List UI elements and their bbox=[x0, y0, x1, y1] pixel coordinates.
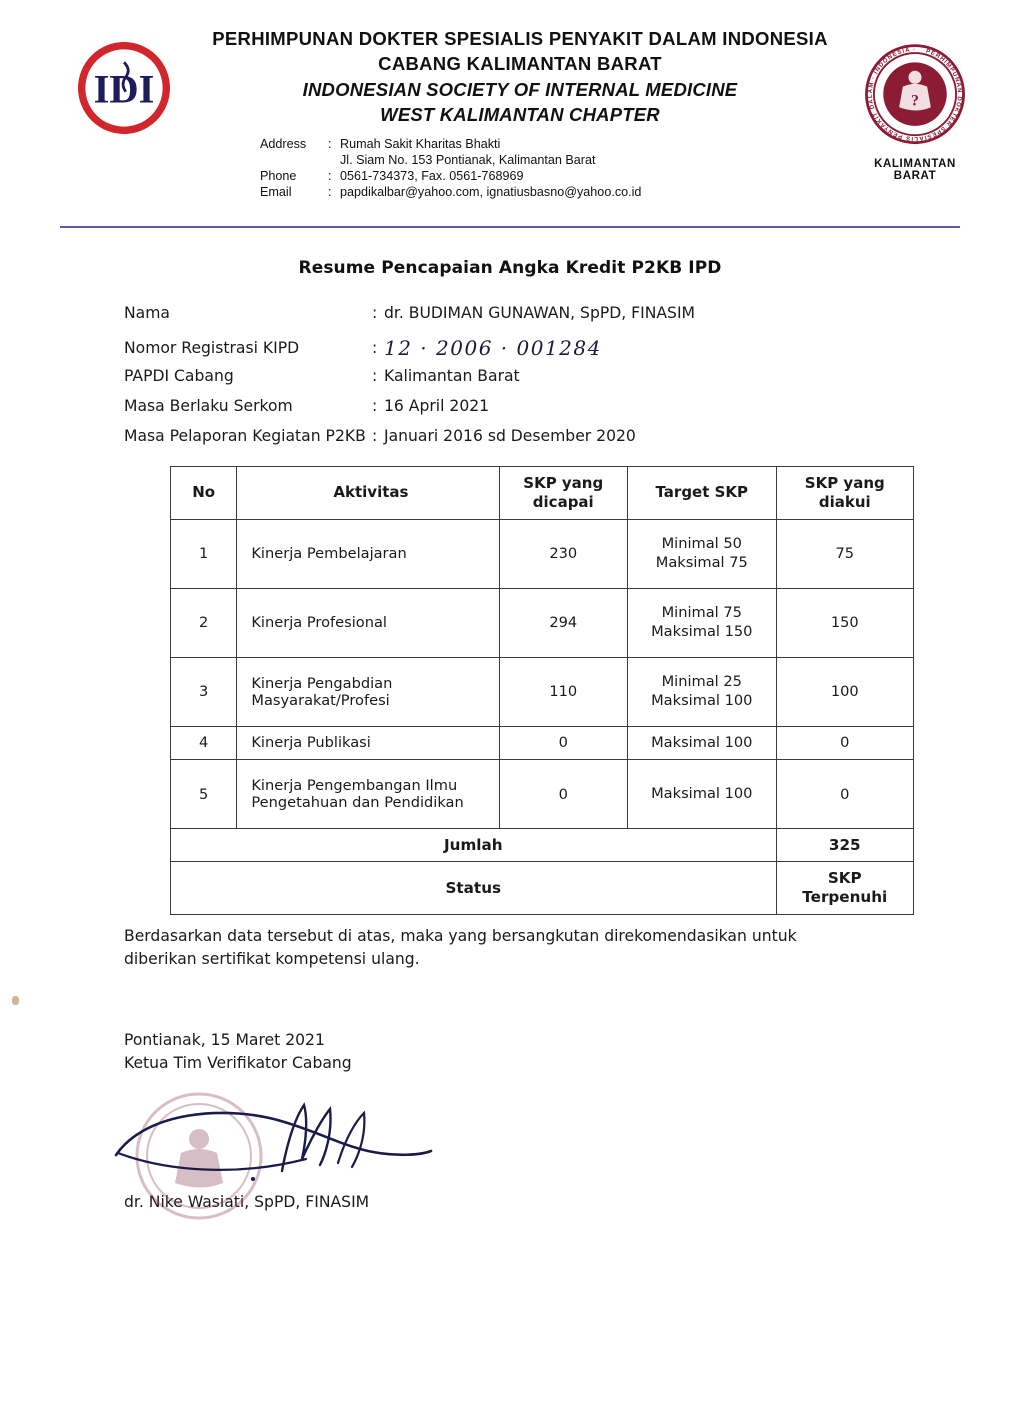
field-colon: : bbox=[372, 304, 378, 322]
table-header-row bbox=[171, 467, 914, 520]
svg-text:?: ? bbox=[911, 92, 919, 110]
cell-no: 3 bbox=[171, 657, 237, 726]
field-row-masa-pelaporan bbox=[124, 427, 958, 448]
table-row-jumlah bbox=[171, 829, 914, 862]
cell-no: 1 bbox=[171, 519, 237, 588]
contact-value: Rumah Sakit Kharitas Bhakti bbox=[340, 137, 501, 151]
cell-target bbox=[628, 657, 777, 726]
field-value-nomor-registrasi: 12 · 2006 · 001284 bbox=[384, 336, 602, 360]
field-row-papdi-cabang bbox=[124, 367, 958, 388]
field-value-papdi-cabang: Kalimantan Barat bbox=[384, 367, 520, 385]
cell-target bbox=[628, 519, 777, 588]
identity-fields bbox=[124, 304, 958, 448]
cell-target-line2: Maksimal 100 bbox=[651, 691, 753, 709]
contact-value: 0561-734373, Fax. 0561-768969 bbox=[340, 169, 524, 184]
cell-no: 4 bbox=[171, 726, 237, 760]
cell-target: Maksimal 100 bbox=[628, 760, 777, 829]
jumlah-label: Jumlah bbox=[171, 829, 777, 862]
status-value-line1: SKP bbox=[827, 869, 862, 888]
cell-diakui: 0 bbox=[776, 760, 913, 829]
table-row bbox=[171, 519, 914, 588]
cell-dicapai: 0 bbox=[499, 726, 628, 760]
contact-label: Email bbox=[260, 185, 292, 200]
field-value-masa-berlaku-serkom: 16 April 2021 bbox=[384, 397, 490, 415]
svg-text:IDI: IDI bbox=[93, 66, 155, 112]
contact-value: Jl. Siam No. 153 Pontianak, Kalimantan Barat bbox=[340, 153, 596, 168]
handwritten-signature bbox=[106, 1093, 436, 1188]
closing-role: Ketua Tim Verifikator Cabang bbox=[124, 1054, 352, 1073]
cell-diakui: 100 bbox=[776, 657, 913, 726]
cell-target-line1: Minimal 75 bbox=[661, 603, 742, 621]
header-skp-dicapai-line2: dicapai bbox=[532, 492, 594, 511]
field-colon: : bbox=[372, 427, 378, 445]
svg-text:PERHIMPUNAN DOKTER SPESIALIS P: PERHIMPUNAN DOKTER SPESIALIS PENYAKIT DALAM · INDONESIA · bbox=[867, 47, 962, 142]
header-skp-dicapai bbox=[499, 467, 628, 520]
field-label: Masa Berlaku Serkom bbox=[124, 397, 293, 415]
org-name-id: PERHIMPUNAN DOKTER SPESIALIS PENYAKIT DALAM INDONESIA bbox=[212, 28, 828, 49]
cell-target-line2: Maksimal 75 bbox=[655, 553, 748, 571]
status-value-line2: Terpenuhi bbox=[802, 888, 888, 907]
page-title: Resume Pencapaian Angka Kredit P2KB IPD bbox=[298, 258, 722, 278]
idi-logo-icon bbox=[78, 42, 170, 134]
papdi-kalbar-seal-icon bbox=[852, 40, 978, 182]
cell-dicapai: 0 bbox=[499, 760, 628, 829]
field-colon: : bbox=[372, 397, 378, 415]
letterhead bbox=[0, 0, 1020, 214]
field-row-nomor-registrasi bbox=[124, 334, 958, 358]
cell-dicapai: 230 bbox=[499, 519, 628, 588]
cell-aktivitas: Kinerja Pengembangan Ilmu Pengetahuan dan Pendidikan bbox=[237, 760, 499, 829]
field-row-nama bbox=[124, 304, 958, 325]
seal-caption: KALIMANTAN BARAT bbox=[874, 158, 956, 182]
contact-separator: : bbox=[328, 137, 332, 151]
status-badge bbox=[776, 862, 913, 915]
table-row bbox=[171, 726, 914, 760]
contact-label: Phone bbox=[260, 169, 297, 184]
contact-label bbox=[260, 152, 328, 168]
cell-dicapai: 294 bbox=[499, 588, 628, 657]
closing-place-date: Pontianak, 15 Maret 2021 bbox=[124, 1030, 325, 1049]
header-skp-diakui-line2: diakui bbox=[818, 492, 871, 511]
document-body bbox=[0, 228, 1020, 1211]
contact-label: Address bbox=[260, 137, 307, 151]
header-target-skp: Target SKP bbox=[628, 467, 777, 520]
org-chapter-en: WEST KALIMANTAN CHAPTER bbox=[380, 104, 660, 125]
field-row-masa-berlaku-serkom bbox=[124, 397, 958, 418]
cell-target-line1: Minimal 25 bbox=[661, 672, 742, 690]
contact-separator bbox=[328, 152, 340, 168]
cell-dicapai: 110 bbox=[499, 657, 628, 726]
field-value-masa-pelaporan: Januari 2016 sd Desember 2020 bbox=[384, 427, 636, 445]
signer-name: dr. Nike Wasiati, SpPD, FINASIM bbox=[124, 1193, 370, 1212]
cell-aktivitas: Kinerja Profesional bbox=[237, 588, 499, 657]
contact-separator: : bbox=[328, 169, 332, 184]
cell-diakui: 150 bbox=[776, 588, 913, 657]
table-row bbox=[171, 760, 914, 829]
skp-summary-table bbox=[170, 466, 914, 915]
cell-target: Maksimal 100 bbox=[628, 726, 777, 760]
field-label: Nama bbox=[124, 304, 170, 322]
jumlah-value: 325 bbox=[776, 829, 913, 862]
contact-value: papdikalbar@yahoo.com, ignatiusbasno@yahoo.co.id bbox=[340, 185, 642, 200]
table-row bbox=[171, 588, 914, 657]
cell-no: 5 bbox=[171, 760, 237, 829]
cell-diakui: 0 bbox=[776, 726, 913, 760]
signature-area bbox=[124, 1075, 544, 1193]
header-aktivitas: Aktivitas bbox=[237, 467, 499, 520]
recommendation-paragraph: Berdasarkan data tersebut di atas, maka yang bersangkutan direkomendasikan untuk diberikan sertifikat kompetensi ulang. bbox=[124, 927, 797, 969]
org-name-en: INDONESIAN SOCIETY OF INTERNAL MEDICINE bbox=[302, 79, 738, 100]
field-colon: : bbox=[372, 367, 378, 385]
scan-artifact bbox=[12, 996, 19, 1005]
header-skp-dicapai-line1: SKP yang bbox=[523, 474, 604, 492]
cell-diakui: 75 bbox=[776, 519, 913, 588]
table-row-status bbox=[171, 862, 914, 915]
header-skp-diakui-line1: SKP yang bbox=[804, 474, 885, 492]
status-label: Status bbox=[171, 862, 777, 915]
field-label: Masa Pelaporan Kegiatan P2KB bbox=[124, 427, 366, 445]
cell-no: 2 bbox=[171, 588, 237, 657]
contact-row bbox=[260, 184, 960, 200]
cell-target-line1: Minimal 50 bbox=[661, 534, 742, 552]
field-colon: : bbox=[372, 339, 378, 357]
closing-block bbox=[124, 1029, 958, 1076]
table-row bbox=[171, 657, 914, 726]
field-value-nama: dr. BUDIMAN GUNAWAN, SpPD, FINASIM bbox=[384, 304, 696, 322]
cell-target bbox=[628, 588, 777, 657]
cell-aktivitas: Kinerja Publikasi bbox=[237, 726, 499, 760]
field-label: PAPDI Cabang bbox=[124, 367, 234, 385]
header-no: No bbox=[171, 467, 237, 520]
cell-aktivitas: Kinerja Pembelajaran bbox=[237, 519, 499, 588]
header-skp-diakui bbox=[776, 467, 913, 520]
cell-target-line2: Maksimal 150 bbox=[651, 622, 753, 640]
org-title-block bbox=[60, 28, 960, 126]
field-label: Nomor Registrasi KIPD bbox=[124, 339, 300, 357]
contact-separator: : bbox=[328, 185, 332, 200]
org-chapter-id: CABANG KALIMANTAN BARAT bbox=[378, 53, 662, 74]
cell-aktivitas: Kinerja Pengabdian Masyarakat/Profesi bbox=[237, 657, 499, 726]
